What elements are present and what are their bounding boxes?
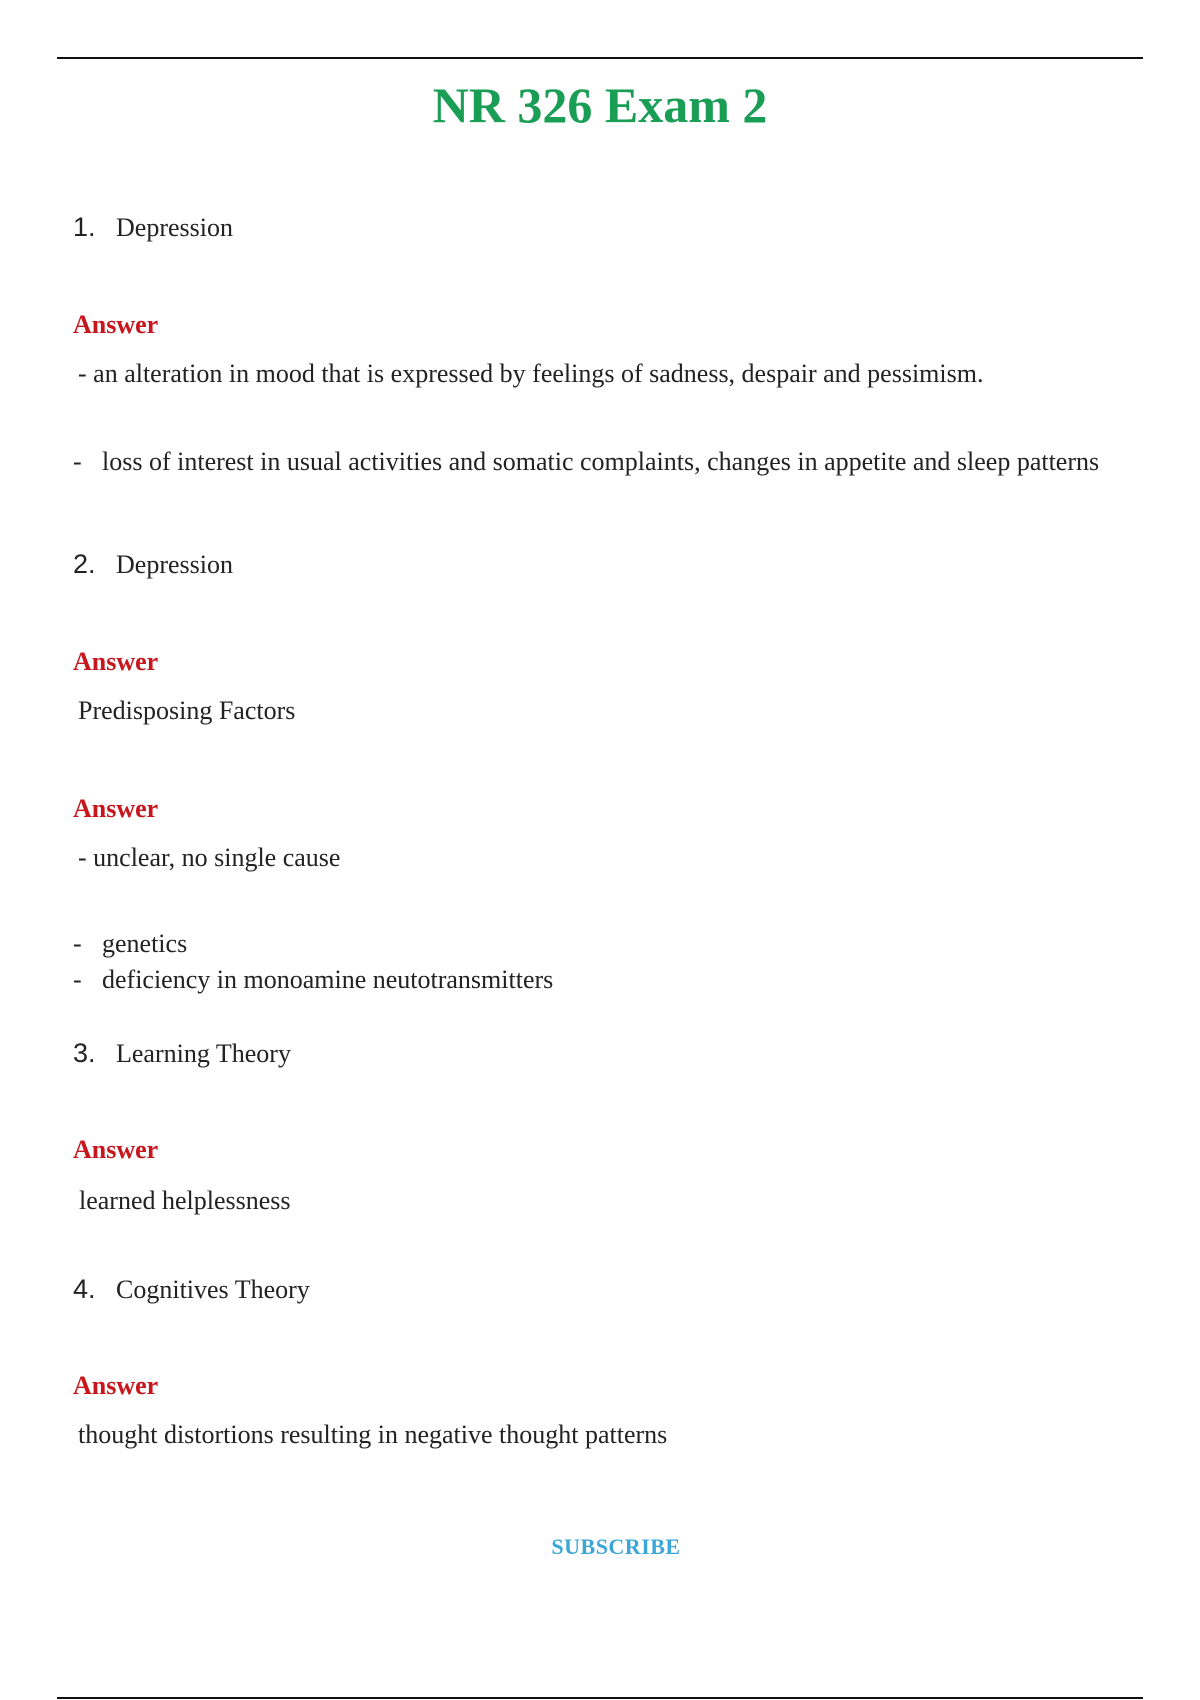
subscribe-link[interactable]: SUBSCRIBE — [551, 1534, 681, 1559]
bottom-rule — [57, 1697, 1143, 1699]
answer-text: - unclear, no single cause — [78, 843, 341, 872]
question-number: 4. — [73, 1274, 96, 1304]
answer-bullet — [73, 446, 1102, 478]
bullet-dash: - — [73, 965, 82, 994]
question-number: 1. — [73, 212, 96, 242]
answer-text: thought distortions resulting in negative thought patterns — [78, 1420, 668, 1449]
answer-bullet-text: genetics — [102, 929, 188, 958]
answer-label: Answer — [73, 1371, 159, 1400]
question-number: 3. — [73, 1038, 96, 1068]
answer-text: learned helplessness — [79, 1186, 291, 1215]
answer-bullet-text: deficiency in monoamine neutotransmitters — [102, 965, 554, 994]
question-prompt: Depression — [116, 550, 233, 579]
top-rule — [57, 57, 1143, 59]
question-number: 2. — [73, 549, 96, 579]
bullet-dash: - — [73, 929, 82, 958]
question-prompt: Depression — [116, 213, 233, 242]
answer-text: - an alteration in mood that is expressed by feelings of sadness, despair and pessimism. — [78, 359, 984, 388]
answer-bullet-text: loss of interest in usual activities and somatic complaints, changes in appetite and sleep patterns — [102, 447, 1100, 476]
answer-label: Answer — [73, 310, 159, 339]
answer-bullet — [73, 964, 1102, 996]
question-prompt: Cognitives Theory — [116, 1275, 310, 1304]
answer-label: Answer — [73, 647, 159, 676]
document-title: NR 326 Exam 2 — [432, 77, 768, 133]
answer-label: Answer — [73, 1135, 159, 1164]
answer-text: Predisposing Factors — [78, 696, 296, 725]
bullet-dash: - — [73, 447, 82, 476]
question-prompt: Learning Theory — [116, 1039, 291, 1068]
answer-bullet — [73, 928, 1102, 960]
answer-label: Answer — [73, 794, 159, 823]
